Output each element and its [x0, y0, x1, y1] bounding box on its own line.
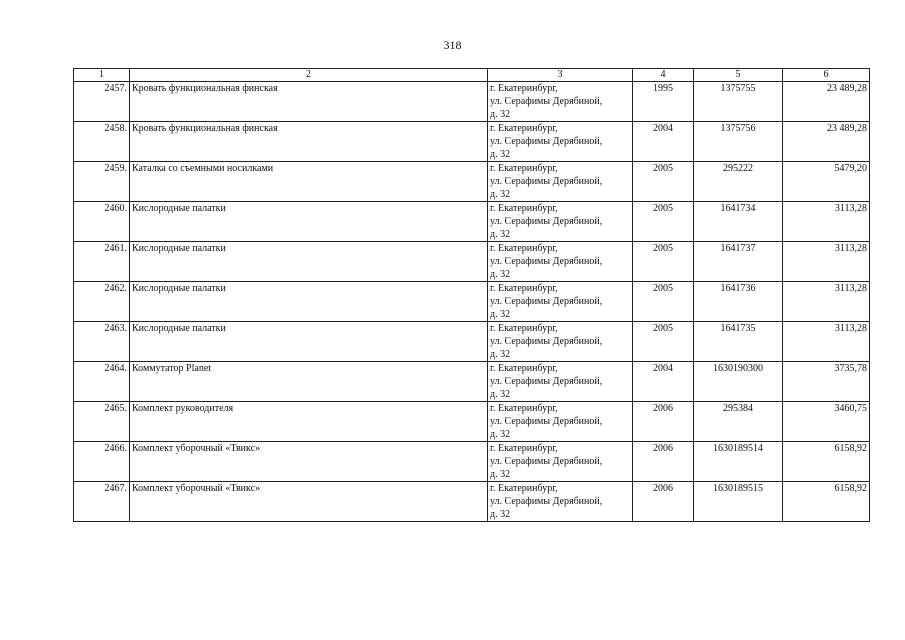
address-line2: ул. Серафимы Дерябиной, [490, 296, 603, 307]
address-cell [488, 362, 633, 402]
table-row [74, 322, 870, 362]
address-cell [488, 402, 633, 442]
address-cell [488, 162, 633, 202]
item-name-cell: Комплект уборочный «Твикс» [130, 482, 488, 522]
address-line3: д. 32 [490, 149, 511, 160]
year-cell: 2005 [633, 162, 694, 202]
table-row [74, 482, 870, 522]
page-number: 318 [443, 38, 462, 52]
address-line3: д. 32 [490, 229, 511, 240]
cost-cell: 3113,28 [783, 242, 870, 282]
table-row [74, 442, 870, 482]
row-number-cell: 2462. [74, 282, 130, 322]
table-header-row [74, 69, 870, 82]
address-cell [488, 442, 633, 482]
item-name-cell: Коммутатор Planet [130, 362, 488, 402]
column-header: 3 [488, 69, 633, 82]
address-line2: ул. Серафимы Дерябиной, [490, 216, 603, 227]
inventory-number-cell: 1641735 [694, 322, 783, 362]
inventory-number-cell: 1630189515 [694, 482, 783, 522]
cost-cell: 3735,78 [783, 362, 870, 402]
year-cell: 2005 [633, 242, 694, 282]
address-line3: д. 32 [490, 349, 511, 360]
address-line1: г. Екатеринбург, [490, 483, 558, 494]
address-line1: г. Екатеринбург, [490, 283, 558, 294]
cost-cell: 6158,92 [783, 442, 870, 482]
address-line2: ул. Серафимы Дерябиной, [490, 256, 603, 267]
address-line3: д. 32 [490, 269, 511, 280]
address-line2: ул. Серафимы Дерябиной, [490, 496, 603, 507]
column-header: 2 [130, 69, 488, 82]
row-number-cell: 2465. [74, 402, 130, 442]
address-cell [488, 82, 633, 122]
cost-cell: 3113,28 [783, 282, 870, 322]
row-number-cell: 2458. [74, 122, 130, 162]
year-cell: 2005 [633, 282, 694, 322]
year-cell: 2004 [633, 122, 694, 162]
table-row [74, 282, 870, 322]
item-name-cell: Комплект уборочный «Твикс» [130, 442, 488, 482]
address-line3: д. 32 [490, 469, 511, 480]
item-name-cell: Кровать функциональная финская [130, 82, 488, 122]
address-line1: г. Екатеринбург, [490, 403, 558, 414]
row-number-cell: 2466. [74, 442, 130, 482]
address-line1: г. Екатеринбург, [490, 83, 558, 94]
year-cell: 2006 [633, 402, 694, 442]
address-line2: ул. Серафимы Дерябиной, [490, 376, 603, 387]
address-line3: д. 32 [490, 509, 511, 520]
cost-cell: 3460,75 [783, 402, 870, 442]
inventory-number-cell: 1630189514 [694, 442, 783, 482]
year-cell: 2006 [633, 482, 694, 522]
address-line1: г. Екатеринбург, [490, 323, 558, 334]
item-name-cell: Кислородные палатки [130, 282, 488, 322]
address-cell [488, 202, 633, 242]
address-line3: д. 32 [490, 429, 511, 440]
row-number-cell: 2457. [74, 82, 130, 122]
row-number-cell: 2461. [74, 242, 130, 282]
row-number-cell: 2463. [74, 322, 130, 362]
address-cell [488, 322, 633, 362]
address-line2: ул. Серафимы Дерябиной, [490, 176, 603, 187]
table-row [74, 402, 870, 442]
address-line1: г. Екатеринбург, [490, 163, 558, 174]
address-line2: ул. Серафимы Дерябиной, [490, 416, 603, 427]
address-line3: д. 32 [490, 189, 511, 200]
table-row [74, 82, 870, 122]
row-number-cell: 2459. [74, 162, 130, 202]
year-cell: 2006 [633, 442, 694, 482]
inventory-number-cell: 1641737 [694, 242, 783, 282]
table-row [74, 202, 870, 242]
item-name-cell: Кислородные палатки [130, 322, 488, 362]
inventory-number-cell: 295222 [694, 162, 783, 202]
inventory-number-cell: 1641734 [694, 202, 783, 242]
cost-cell: 23 489,28 [783, 122, 870, 162]
column-header: 6 [783, 69, 870, 82]
address-line3: д. 32 [490, 109, 511, 120]
column-header: 5 [694, 69, 783, 82]
inventory-number-cell: 295384 [694, 402, 783, 442]
inventory-number-cell: 1641736 [694, 282, 783, 322]
row-number-cell: 2460. [74, 202, 130, 242]
address-line1: г. Екатеринбург, [490, 123, 558, 134]
row-number-cell: 2467. [74, 482, 130, 522]
address-cell [488, 122, 633, 162]
address-line1: г. Екатеринбург, [490, 243, 558, 254]
table-row [74, 362, 870, 402]
column-header: 4 [633, 69, 694, 82]
year-cell: 2005 [633, 202, 694, 242]
year-cell: 1995 [633, 82, 694, 122]
cost-cell: 6158,92 [783, 482, 870, 522]
column-header: 1 [74, 69, 130, 82]
table-row [74, 162, 870, 202]
item-name-cell: Кровать функциональная финская [130, 122, 488, 162]
address-line2: ул. Серафимы Дерябиной, [490, 336, 603, 347]
cost-cell: 23 489,28 [783, 82, 870, 122]
table-row [74, 242, 870, 282]
item-name-cell: Кислородные палатки [130, 202, 488, 242]
item-name-cell: Кислородные палатки [130, 242, 488, 282]
address-line1: г. Екатеринбург, [490, 203, 558, 214]
address-line3: д. 32 [490, 309, 511, 320]
property-register-table [73, 68, 870, 522]
address-line2: ул. Серафимы Дерябиной, [490, 136, 603, 147]
inventory-number-cell: 1375755 [694, 82, 783, 122]
address-line2: ул. Серафимы Дерябиной, [490, 456, 603, 467]
table-row [74, 122, 870, 162]
cost-cell: 3113,28 [783, 322, 870, 362]
address-line2: ул. Серафимы Дерябиной, [490, 96, 603, 107]
table-body [74, 82, 870, 522]
address-cell [488, 282, 633, 322]
address-line1: г. Екатеринбург, [490, 443, 558, 454]
inventory-number-cell: 1630190300 [694, 362, 783, 402]
row-number-cell: 2464. [74, 362, 130, 402]
address-line1: г. Екатеринбург, [490, 363, 558, 374]
cost-cell: 3113,28 [783, 202, 870, 242]
cost-cell: 5479,20 [783, 162, 870, 202]
address-cell [488, 242, 633, 282]
address-line3: д. 32 [490, 389, 511, 400]
item-name-cell: Каталка со съемными носилками [130, 162, 488, 202]
year-cell: 2004 [633, 362, 694, 402]
item-name-cell: Комплект руководителя [130, 402, 488, 442]
inventory-number-cell: 1375756 [694, 122, 783, 162]
address-cell [488, 482, 633, 522]
year-cell: 2005 [633, 322, 694, 362]
